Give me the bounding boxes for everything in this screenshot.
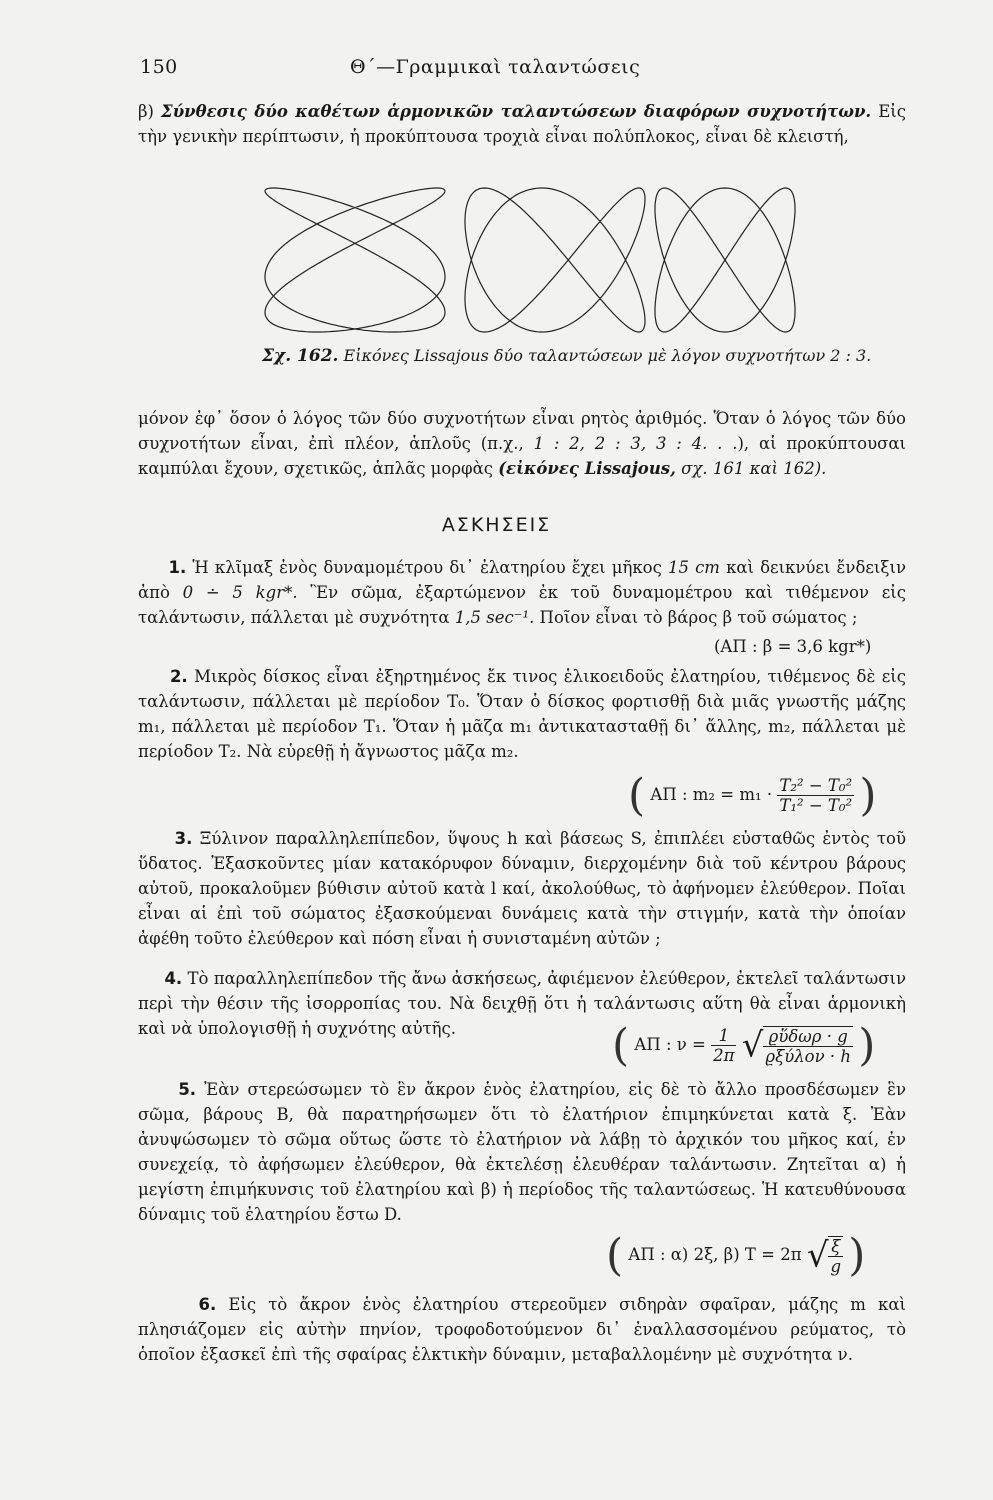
exercise-value: 15 cm — [667, 558, 720, 577]
answer-lhs: ΑΠ : α) 2ξ, β) T = 2π — [628, 1245, 802, 1264]
fraction-numerator: T₂² − T₀² — [779, 776, 853, 795]
lissajous-emphasis: (εἰκόνες Lissajous, — [498, 459, 676, 478]
exercise-text: καὶ δεικνύει ἔνδειξιν ἀπὸ — [138, 558, 906, 602]
exercise-1 — [138, 555, 906, 630]
exercise-value: 1,5 sec⁻¹. — [454, 608, 535, 627]
root-denominator: g — [830, 1256, 842, 1276]
exercise-number: 3. — [174, 829, 193, 848]
lissajous-curve-2 — [465, 188, 645, 332]
exercise-text: Ἡ κλῖμαξ ἑνὸς δυναμομέτρου δι᾽ ἐλατηρίου ἔχει μῆκος — [186, 558, 668, 577]
exercise-number: 2. — [169, 667, 188, 686]
lissajous-figure — [255, 180, 815, 340]
answer-fraction — [711, 1026, 736, 1065]
intro-text: Εἰς τὴν γενικὴν περίπτωσιν, ἡ προκύπτουσα τροχιὰ εἶναι πολύπλοκος, εἶναι δὲ κλειστή, — [138, 102, 906, 146]
fraction-denominator: 2π — [713, 1046, 735, 1065]
after-figure-text-2: ), αἱ προκύπτουσαι καμπύλαι ἔχουν, σχετικῶς, ἁπλᾶς μορφὰς — [138, 434, 906, 478]
lissajous-curve-1 — [265, 188, 445, 332]
after-figure-text-1: μόνον ἐφ᾽ ὅσον ὁ λόγος τῶν δύο συχνοτήτων εἶναι ρητὸς ἀριθμός. Ὅταν ὁ λόγος τῶν δύο συχνοτήτων εἶναι, ἐπὶ πλέον, ἁπλοῦς (π.χ., — [138, 409, 906, 453]
exercise-6 — [138, 1292, 906, 1367]
page-number: 150 — [140, 56, 178, 78]
lissajous-curve-3 — [655, 188, 795, 332]
figure-caption-text: Εἰκόνες Lissajous δύο ταλαντώσεων μὲ λόγον συχνοτήτων 2 : 3. — [338, 346, 872, 365]
answer-lhs: ΑΠ : ν = — [634, 1035, 706, 1054]
fraction-denominator: T₁² − T₀² — [779, 796, 853, 815]
section-title: ΑΣΚΗΣΕΙΣ — [441, 514, 552, 536]
answer-lhs: ΑΠ : m₂ = m₁ · — [650, 785, 773, 804]
exercise-number: 5. — [178, 1080, 197, 1099]
root-numerator: ϱὕδωρ · g — [763, 1027, 853, 1047]
root-numerator: ξ — [828, 1237, 843, 1257]
answer-fraction — [777, 776, 854, 815]
exercise-number: 4. — [164, 969, 183, 988]
exercise-text: Ἐὰν στερεώσωμεν τὸ ἓν ἄκρον ἑνὸς ἐλατηρίου, εἰς δὲ τὸ ἄλλο προσδέσωμεν ἓν σῶμα, βάρους B, θὰ παρατηρήσωμεν ὅτι τὸ ἐλατήριον ἐπιμηκύνεται κατὰ ξ. Ἐὰν ἀνυψώσωμεν τὸ σῶμα οὕτως ὥστε τὸ ἐλατήριον νὰ λάβῃ τὸ ἀρχικόν του μῆκος καί, ἐν συνεχείᾳ, τὸ ἀφήσωμεν ἐλεύθερον, θὰ ἐκτελέσῃ ἐλευθέραν ταλάντωσιν. Ζητεῖται α) ἡ μεγίστη ἐπιμήκυνσις τοῦ ἐλατηρίου καὶ β) ἡ περίοδος τῆς ταλαντώσεως. Ἡ κατευθύνουσα δύναμις τοῦ ἐλατηρίου ἔστω D. — [138, 1080, 907, 1224]
exercise-text: Ξύλινον παραλληλεπίπεδον, ὕψους h καὶ βάσεως S, ἐπιπλέει εὐσταθῶς ἐντὸς τοῦ ὕδατος. Ἐξασκοῦντες μίαν κατακόρυφον δύναμιν, διερχομένην διὰ τοῦ κέντρου βάρους αὐτοῦ, προκαλοῦμεν βύθισιν αὐτοῦ κατὰ l καί, ἀκολούθως, τὸ ἀφήνομεν ἐλεύθερον. Ποῖαι εἶναι αἱ ἐπὶ τοῦ σώματος ἐξασκούμεναι δυνάμεις κατὰ τὴν στιγμήν, κατὰ τὴν ὁποίαν ἀφέθη τοῦτο ἐλεύθερον καὶ πόση εἶναι ἡ συνισταμένη αὐτῶν ; — [138, 829, 907, 948]
exercise-2-answer: ( ΑΠ : m₂ = m₁ · $\frac{\text{T₂² − T₀²}}{\text{T₁² − T₀²}}$ ) — [628, 770, 877, 821]
exercise-value: 0 ∸ 5 kgr*. — [182, 583, 298, 602]
figure-label: Σχ. 162. — [262, 346, 339, 366]
answer-root — [828, 1236, 843, 1276]
exercise-text: Μικρὸς δίσκος εἶναι ἐξηρτημένος ἔκ τινος ἑλικοειδοῦς ἐλατηρίου, τιθέμενος δὲ εἰς ταλάντωσιν, πάλλεται μὲ περίοδον T₀. Ὅταν ὁ δίσκος φορτισθῇ διὰ μιᾶς γνωστῆς μάζης m₁, πάλλεται μὲ περίοδον T₁. Ὅταν ἡ μᾶζα m₁ ἀντικατασταθῇ δι᾽ ἄλλης, m₂, πάλλεται μὲ περίοδον T₂. Νὰ εὑρεθῇ ἡ ἄγνωστος μᾶζα m₂. — [138, 667, 906, 761]
figure-caption — [262, 346, 871, 366]
root-denominator: ϱξύλον · h — [765, 1046, 852, 1066]
running-title: Θ΄—Γραμμικαὶ ταλαντώσεις — [350, 56, 641, 78]
exercise-4-answer: ( ΑΠ : ν = $\frac{1}{2\pi}$ √ $\frac{\text{ϱὕδωρ · g}}{\text{ϱξύλον · h}}$ ) — [612, 1020, 876, 1071]
exercise-1-answer: (ΑΠ : β = 3,6 kgr*) — [714, 637, 872, 656]
intro-marker: β) — [138, 102, 154, 121]
ratios: 1 : 2, 2 : 3, 3 : 4. . . — [533, 434, 738, 453]
fraction-numerator: 1 — [711, 1026, 736, 1046]
intro-paragraph — [138, 99, 906, 149]
answer-root — [763, 1026, 853, 1066]
figure-reference: σχ. 161 καὶ 162). — [675, 459, 827, 478]
exercise-number: 1. — [168, 558, 187, 577]
exercise-2 — [138, 664, 906, 764]
exercise-text: Τὸ παραλληλεπίπεδον τῆς ἄνω ἀσκήσεως, ἀφιέμενον ἐλεύθερον, ἐκτελεῖ ταλάντωσιν περὶ τὴν θέσιν τῆς ἰσορροπίας του. Νὰ δειχθῇ ὅτι ἡ ταλάντωσις αὕτη θὰ εἶναι ἁρμονικὴ καὶ νὰ ὑπολογισθῇ ἡ συχνότης αὐτῆς. — [138, 969, 906, 1038]
exercise-text: Ποῖον εἶναι τὸ βάρος β τοῦ σώματος ; — [534, 608, 858, 627]
exercise-text: Ἓν σῶμα, ἐξαρτώμενον ἐκ τοῦ δυναμομέτρου καὶ τιθέμενον εἰς ταλάντωσιν, πάλλεται μὲ συχνότητα — [138, 583, 907, 627]
exercise-5 — [138, 1077, 906, 1227]
exercise-3 — [138, 826, 906, 951]
intro-heading: Σύνθεσις δύο καθέτων ἁρμονικῶν ταλαντώσεων διαφόρων συχνοτήτων. — [161, 102, 872, 121]
after-figure-paragraph — [138, 406, 906, 481]
exercise-5-answer: ( ΑΠ : α) 2ξ, β) T = 2π √ $\frac{\xi}{g}$ ) — [606, 1230, 866, 1281]
exercise-number: 6. — [198, 1295, 217, 1314]
exercise-text: Εἰς τὸ ἄκρον ἑνὸς ἐλατηρίου στερεοῦμεν σιδηρὰν σφαῖραν, μάζης m καὶ πλησιάζομεν εἰς αὐτὴν πηνίον, τροφοδοτούμενον δι᾽ ἐναλλασσομένου ρεύματος, τὸ ὁποῖον ἐξασκεῖ ἐπὶ τῆς σφαίρας ἑλκτικὴν δύναμιν, μεταβαλλομένην μὲ συχνότητα ν. — [138, 1295, 906, 1364]
